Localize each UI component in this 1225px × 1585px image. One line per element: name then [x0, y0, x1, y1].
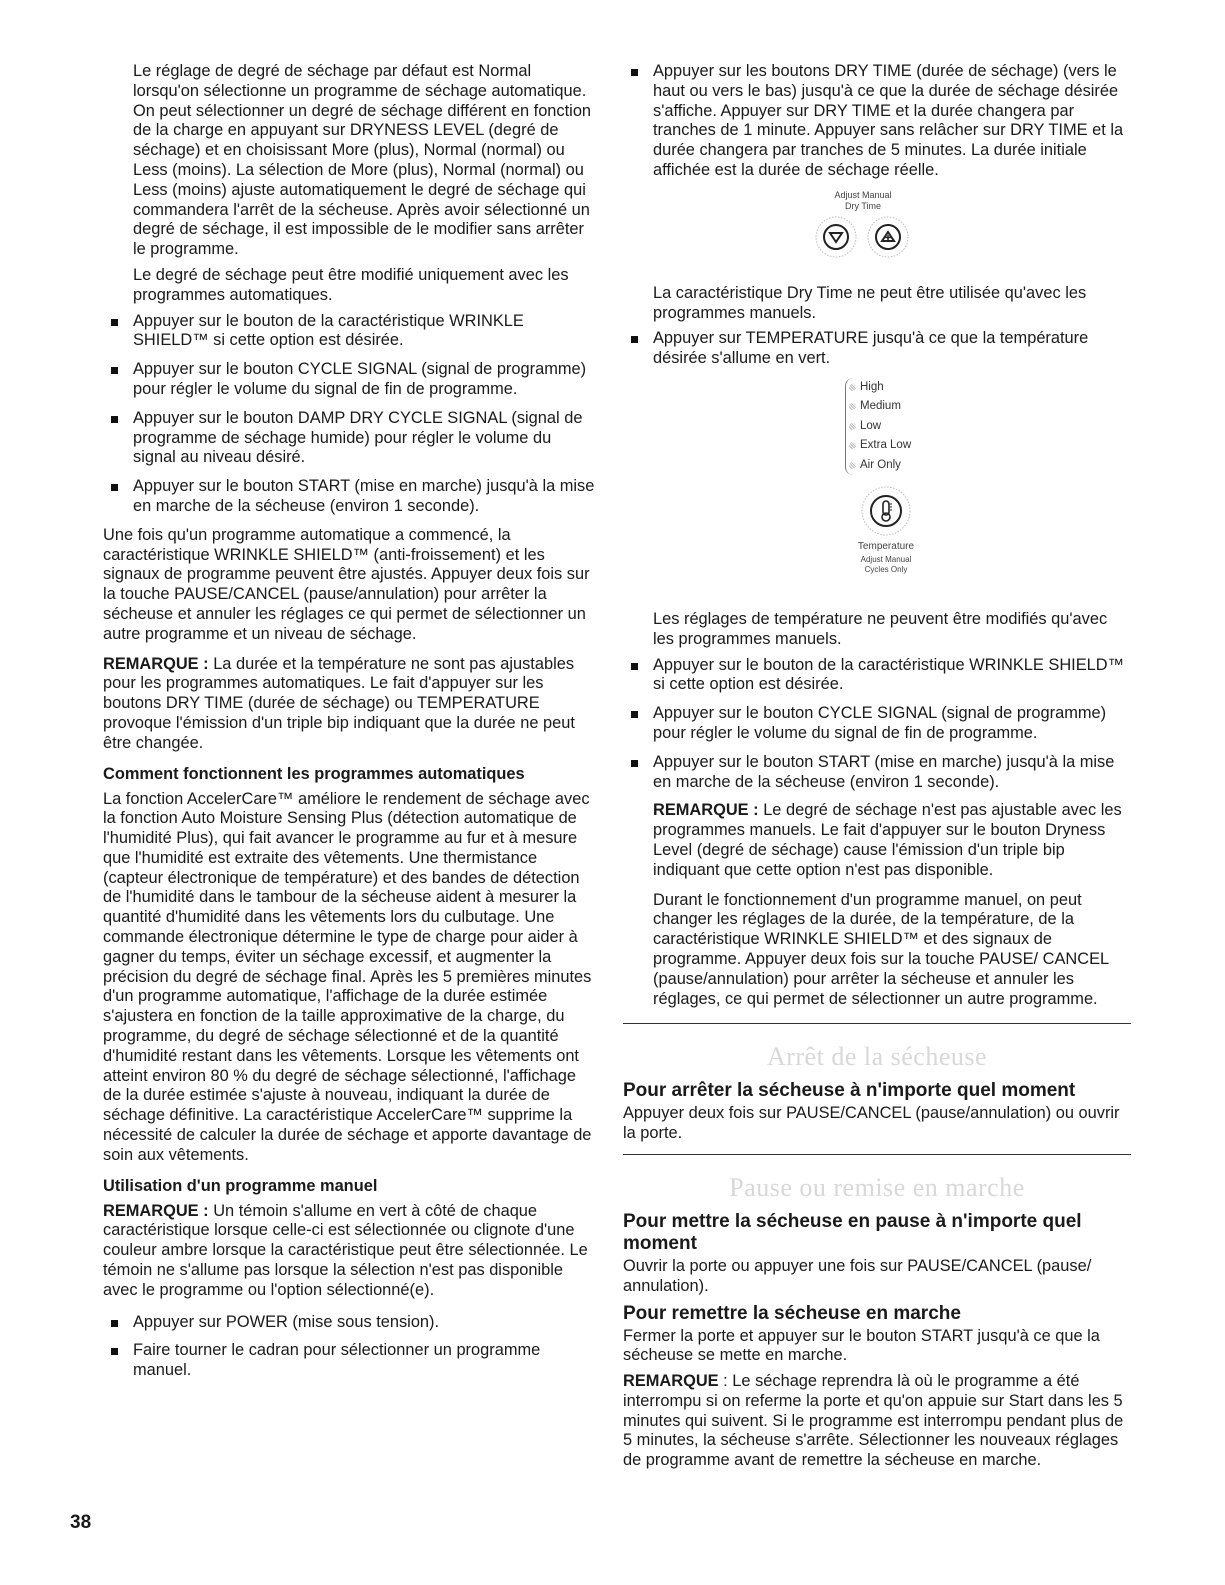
chevron-down-icon — [815, 216, 857, 258]
left-column — [103, 62, 595, 1390]
note-label: REMARQUE : — [103, 654, 209, 673]
note-manual — [103, 1202, 595, 1301]
temperature-sublabel-2: Cycles Only — [864, 564, 908, 574]
temperature-label: Temperature — [857, 540, 915, 552]
list-item: Appuyer sur le bouton CYCLE SIGNAL (signal de programme) pour régler le volume du signal de fin de programme. — [103, 360, 595, 400]
list-item: Appuyer sur le bouton de la caractéristique WRINKLE SHIELD™ si cette option est désirée. — [103, 312, 595, 352]
divider — [623, 1154, 1131, 1155]
note-text: Un témoin s'allume en vert à côté de chaque caractéristique lorsque celle-ci est sélectionnée ou clignote d'une couleur ambre lorsque la caractéristique peut être sélectionnée. Le témoin ne s'allume pas lorsque la sélection n'est pas disponible avec le programme ou l'option sélectionné(e). — [103, 1201, 588, 1299]
note-label: REMARQUE : — [103, 1201, 209, 1220]
chevron-up-icon — [867, 216, 909, 258]
note-auto — [103, 655, 595, 754]
dryness-default-paragraph: Le réglage de degré de séchage par défaut est Normal lorsqu'on sélectionne un programme de séchage automatique. On peut sélectionner un degré de séchage différent en fonction de la charge en appuyant sur DRYNESS LEVEL (degré de séchage) et en choisissant More (plus), Normal (normal) ou Less (moins). La sélection de More (plus), Normal (normal) ou Less (moins) ajuste automatiquement le degré de séchage qui commandera l'arrêt de la sécheuse. Après avoir sélectionné un degré de séchage, il est impossible de le modifier sans arrêter le programme. — [133, 62, 592, 259]
note-text: : Le séchage reprendra là où le programme a été interrompu si on referme la porte et qu'on appuie sur Start dans les 5 minutes qui suivent. Si le programme est interrompu pendant plus de 5 minutes, la sécheuse s'arrête. Sélectionner les nouveaux réglages de programme avant de remettre la sécheuse en marche. — [623, 1372, 1124, 1470]
heading-pause: Pour mettre la sécheuse en pause à n'importe quel moment — [623, 1210, 1082, 1254]
section-title-pause: Pause ou remise en marche — [729, 1172, 1025, 1202]
dry-time-label-2: Dry Time — [845, 200, 881, 211]
pause-paragraph: Ouvrir la porte ou appuyer une fois sur PAUSE/CANCEL (pause/ annulation). — [623, 1256, 1092, 1295]
heading-restart: Pour remettre la sécheuse en marche — [623, 1302, 961, 1324]
auto-started-paragraph: Une fois qu'un programme automatique a commencé, la caractéristique WRINKLE SHIELD™ (anti-froissement) et les signaux de programme peuvent être ajustés. Appuyer deux fois sur la touche PAUSE/CANCEL (pause/annulation) pour arrêter la sécheuse et annuler les réglages ce qui permet de sélectionner un autre programme et un niveau de séchage. — [103, 525, 590, 643]
dry-time-label-1: Adjust Manual — [834, 189, 892, 200]
dry-time-manual-only: La caractéristique Dry Time ne peut être utilisée qu'avec les programmes manuels. — [653, 283, 1087, 322]
dry-time-up-button — [867, 216, 909, 258]
temperature-options — [845, 378, 911, 476]
note-dryness — [623, 801, 1131, 880]
stop-paragraph: Appuyer deux fois sur PAUSE/CANCEL (pause/annulation) ou ouvrir la porte. — [623, 1104, 1120, 1143]
dry-time-down-button — [815, 216, 857, 258]
temp-option-medium: Medium — [848, 397, 911, 417]
list-item-temperature: Appuyer sur TEMPERATURE jusqu'à ce que la température désirée s'allume en vert. — [623, 329, 1131, 369]
accelercare-paragraph: La fonction AccelerCare™ améliore le rendement de séchage avec la fonction Auto Moisture Sensing Plus (détection automatique de l'humidité Plus), qui fait avancer le programme au fur et à mesure que l'humidité est extraite des vêtements. Une thermistance (capteur électronique de température) et des bandes de détection de l'humidité dans le tambour de la sécheuse aident à mesurer la quantité d'humidité dans les vêtements lors du culbutage. Une commande électronique détermine le type de charge pour aider à gagner du temps, éviter un séchage excessif, et augmenter la précision du degré de séchage final. Après les 5 premières minutes d'un programme automatique, l'affichage de la durée estimée s'ajustera en fonction de la taille approximative de la charge, du programme, du degré de séchage sélectionné et de la quantité d'humidité restant dans les vêtements. Lorsque les vêtements ont atteint environ 80 % du degré de séchage sélectionné, l'affichage de la durée estimée s'ajuste à nouveau, indiquant la durée de séchage définitive. La caractéristique AccelerCare™ supprime la nécessité de calculer la durée de séchage et apporte davantage de soin aux vêtements. — [103, 789, 592, 1164]
list-item: Appuyer sur le bouton START (mise en marche) jusqu'à la mise en marche de la sécheuse (environ 1 seconde). — [103, 477, 595, 517]
list-item: Appuyer sur le bouton de la caractéristique WRINKLE SHIELD™ si cette option est désirée. — [623, 656, 1131, 696]
list-item: Appuyer sur le bouton DAMP DRY CYCLE SIGNAL (signal de programme de séchage humide) pour régler le volume du signal au niveau désiré. — [103, 409, 595, 468]
temp-option-extra-low: Extra Low — [848, 436, 911, 456]
note-text: Le degré de séchage n'est pas ajustable avec les programmes manuels. Le fait d'appuyer sur le bouton Dryness Level (degré de séchage) cause l'émission d'un triple bip indiquant que cette option n'est pas disponible. — [653, 801, 1122, 879]
temp-option-air-only: Air Only — [848, 456, 911, 476]
note-restart — [623, 1372, 1131, 1471]
list-item: Faire tourner le cadran pour sélectionner un programme manuel. — [103, 1341, 595, 1381]
note-label: REMARQUE — [623, 1372, 719, 1391]
heading-manual-program: Utilisation d'un programme manuel — [103, 1176, 378, 1195]
temperature-sublabel-1: Adjust Manual — [860, 554, 912, 564]
list-item: Appuyer sur POWER (mise sous tension). — [103, 1313, 595, 1333]
manual-options-list — [623, 656, 1131, 793]
note-text: La durée et la température ne sont pas ajustables pour les programmes automatiques. Le fait d'appuyer sur les boutons DRY TIME (durée de séchage) ou TEMPERATURE provoque l'émission d'un triple bip indiquant que la durée ne peut être changée. — [103, 654, 575, 752]
temperature-manual-only: Les réglages de température ne peuvent être modifiés qu'avec les programmes manuels. — [653, 609, 1108, 648]
heading-auto-programs: Comment fonctionnent les programmes automatiques — [103, 764, 525, 783]
list-item-dry-time: Appuyer sur les boutons DRY TIME (durée de séchage) (vers le haut ou vers le bas) jusqu'à ce que la durée de séchage désirée s'affiche. Appuyer sur DRY TIME et la durée changera par tranches de 1 minute. Appuyer sans relâcher sur DRY TIME et la durée changera par tranches de 5 minutes. La durée initiale affichée est la durée de séchage réelle. — [623, 62, 1131, 181]
divider — [623, 1023, 1131, 1024]
right-column — [623, 62, 1131, 1477]
dryness-auto-only-paragraph: Le degré de séchage peut être modifié uniquement avec les programmes automatiques. — [133, 265, 569, 304]
heading-stop: Pour arrêter la sécheuse à n'importe quel moment — [623, 1080, 1076, 1102]
manual-running-paragraph: Durant le fonctionnement d'un programme manuel, on peut changer les réglages de la durée, de la température, de la caractéristique WRINKLE SHIELD™ et des signaux de programme. Appuyer deux fois sur la touche PAUSE/ CANCEL (pause/annulation) pour arrêter la sécheuse et annuler les réglages, ce qui permet de sélectionner un autre programme. — [653, 890, 1109, 1008]
page-number: 38 — [70, 1512, 92, 1533]
manual-bullet-list — [103, 1313, 595, 1381]
temperature-button — [861, 486, 911, 536]
restart-paragraph: Fermer la porte et appuyer sur le bouton START jusqu'à ce que la sécheuse se mette en marche. — [623, 1326, 1100, 1365]
thermometer-icon — [861, 486, 911, 536]
note-label: REMARQUE : — [653, 801, 759, 820]
list-item: Appuyer sur le bouton START (mise en marche) jusqu'à la mise en marche de la sécheuse (environ 1 seconde). — [623, 753, 1131, 793]
list-item: Appuyer sur le bouton CYCLE SIGNAL (signal de programme) pour régler le volume du signal de fin de programme. — [623, 704, 1131, 744]
temp-option-low: Low — [848, 417, 911, 437]
temperature-figure — [623, 378, 1131, 618]
temp-option-high: High — [848, 378, 911, 398]
auto-bullet-list — [103, 312, 595, 517]
section-title-stop: Arrêt de la sécheuse — [766, 1042, 988, 1072]
dry-time-figure — [623, 190, 1131, 270]
